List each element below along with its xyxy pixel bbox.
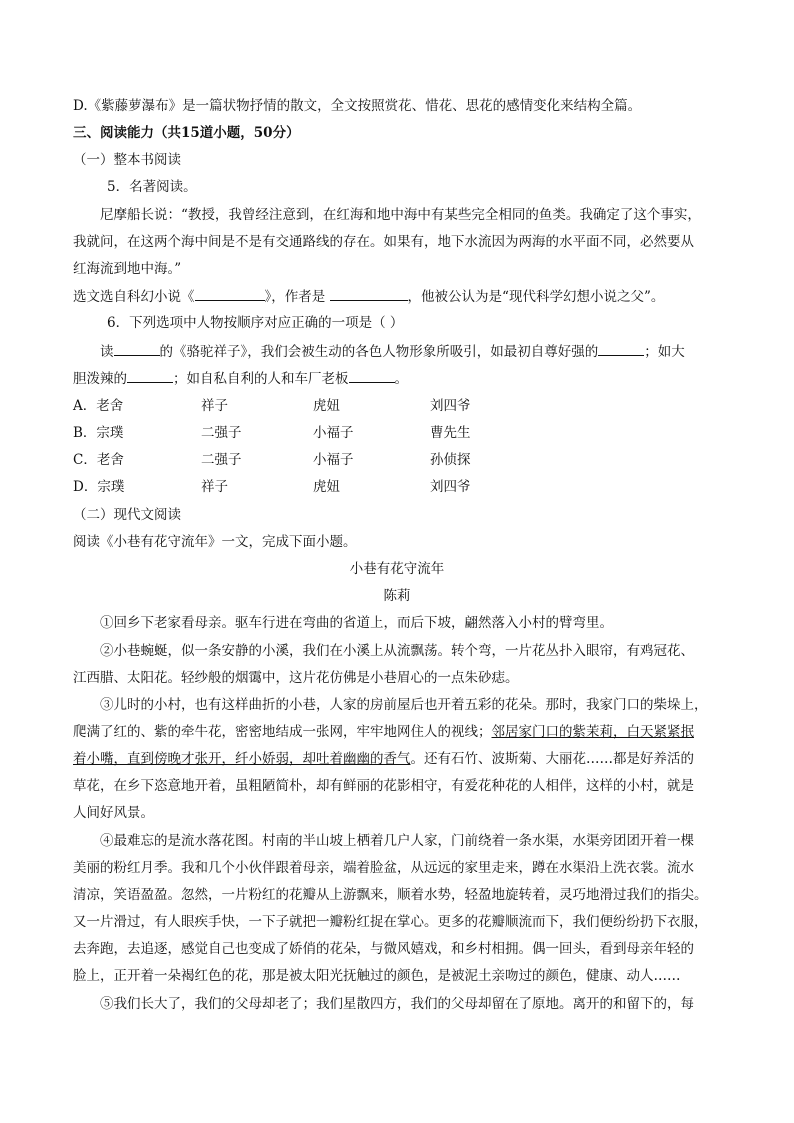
answer-blank[interactable] (598, 342, 644, 356)
answer-blank[interactable] (114, 342, 160, 356)
paragraph-line: 红海流到地中海。” (73, 261, 182, 277)
paragraph-line: ④最难忘的是流水落花图。村南的半山坡上栖着几户人家，门前绕着一条水渠，水渠旁团团开着一棵 (100, 833, 694, 849)
underlined-sentence: 邻居家门口的紫茉莉，白天紧紧抿 (491, 724, 694, 740)
paragraph-line: 清凉，笑语盈盈。忽然，一片粉红的花瓣从上游飘来，顺着水势，轻盈地旋转着，灵巧地滑过我们的指尖。 (73, 887, 708, 903)
question-label: 6．下列选项中人物按顺序对应正确的一项是（ ） (107, 315, 404, 331)
paragraph-line: ①回乡下老家看母亲。驱车行进在弯曲的省道上，而后下坡，翩然落入小村的臂弯里。 (100, 615, 613, 631)
question-stem-line: 胆泼辣的 ；如自私自利的人和车厂老板 。 (73, 371, 408, 387)
paragraph-line: ②小巷蜿蜒，似一条安静的小溪，我们在小溪上从流飘荡。转个弯，一片花丛扑入眼帘，有鸡冠花、 (100, 643, 694, 659)
paragraph-line: 脸上，正开着一朵褐红色的花，那是被太阳光抚触过的颜色，是被泥土亲吻过的颜色，健康、动人…… (73, 968, 681, 984)
reading-instruction: 阅读《小巷有花守流年》一文，完成下面小题。 (73, 534, 357, 550)
choice-option-d[interactable]: D．宗璞 祥子 虎妞 刘四爷 (73, 479, 471, 495)
paragraph-line: 美丽的粉红月季。我和几个小伙伴跟着母亲，端着脸盆，从远远的家里走来，蹲在水渠沿上洗衣裳。流水 (73, 860, 694, 876)
answer-blank[interactable] (127, 369, 173, 383)
choice-option-c[interactable]: C．老舍 二强子 小福子 孙侦探 (73, 452, 471, 468)
paragraph-line: 尼摩船长说：“教授，我曾经注意到，在红海和地中海中有某些完全相同的鱼类。我确定了这个事实， (100, 207, 701, 223)
paragraph-line: 江西腊、太阳花。轻纱般的烟霭中，这片花仿佛是小巷眉心的一点朱砂痣。 (73, 670, 519, 686)
underlined-sentence: 着小嘴，直到傍晚才张开，纤小娇弱，却吐着幽幽的香气 (73, 751, 411, 767)
paragraph-line: 又一片滑过，有人眼疾手快，一下子就把一瓣粉红捉在掌心。更多的花瓣顺流而下，我们便纷纷扔下衣服， (73, 914, 708, 930)
part-heading: （一）整本书阅读 (73, 152, 181, 168)
paragraph-line: 爬满了红的、紫的牵牛花，密密地结成一张网，牢牢地网住人的视线；邻居家门口的紫茉莉，白天紧紧抿 (73, 724, 694, 740)
answer-blank[interactable] (349, 369, 395, 383)
answer-blank[interactable] (330, 287, 408, 301)
option-d-text: D.《紫藤萝瀑布》是一篇状物抒情的散文，全文按照赏花、惜花、思花的感情变化来结构全篇。 (73, 98, 642, 114)
section-heading: 三、阅读能力（共15道小题，50分） (73, 125, 300, 141)
choice-option-b[interactable]: B．宗璞 二强子 小福子 曹先生 (73, 425, 471, 441)
question-label: 5．名著阅读。 (107, 179, 197, 195)
part-heading: （二）现代文阅读 (73, 507, 181, 523)
paragraph-line: 人间好风景。 (73, 805, 154, 821)
article-author: 陈莉 (383, 588, 411, 604)
paragraph-line: 去奔跑，去追逐，感觉自己也变成了娇俏的花朵，与微风嬉戏，和乡村相拥。偶一回头，看到母亲年轻的 (73, 941, 694, 957)
article-title: 小巷有花守流年 (349, 561, 445, 577)
paragraph-line: 草花，在乡下恣意地开着，虽粗陋简朴，却有鲜丽的花影相守，有爱花种花的人相伴，这样的小村，就是 (73, 778, 694, 794)
question-line: 选文选自科幻小说《 》，作者是 ，他被公认为是“现代科学幻想小说之父”。 (73, 289, 665, 305)
question-stem-line: 读 的《骆驼祥子》，我们会被生动的各色人物形象所吸引，如最初自尊好强的 ；如大 (100, 344, 685, 360)
choice-option-a[interactable]: A．老舍 祥子 虎妞 刘四爷 (73, 398, 471, 414)
answer-blank[interactable] (195, 287, 265, 301)
paragraph-line: ⑤我们长大了，我们的父母却老了；我们星散四方，我们的父母却留在了原地。离开的和留下的，每 (100, 996, 694, 1012)
paragraph-line: ③儿时的小村，也有这样曲折的小巷，人家的房前屋后也开着五彩的花朵。那时，我家门口的柴垛上， (100, 697, 708, 713)
paragraph-line: 我就问，在这两个海中间是不是有交通路线的存在。如果有，地下水流因为两海的水平面不同，必然要从 (73, 234, 694, 250)
paragraph-line: 着小嘴，直到傍晚才张开，纤小娇弱，却吐着幽幽的香气。还有石竹、波斯菊、大丽花……都是好养活的 (73, 751, 694, 767)
